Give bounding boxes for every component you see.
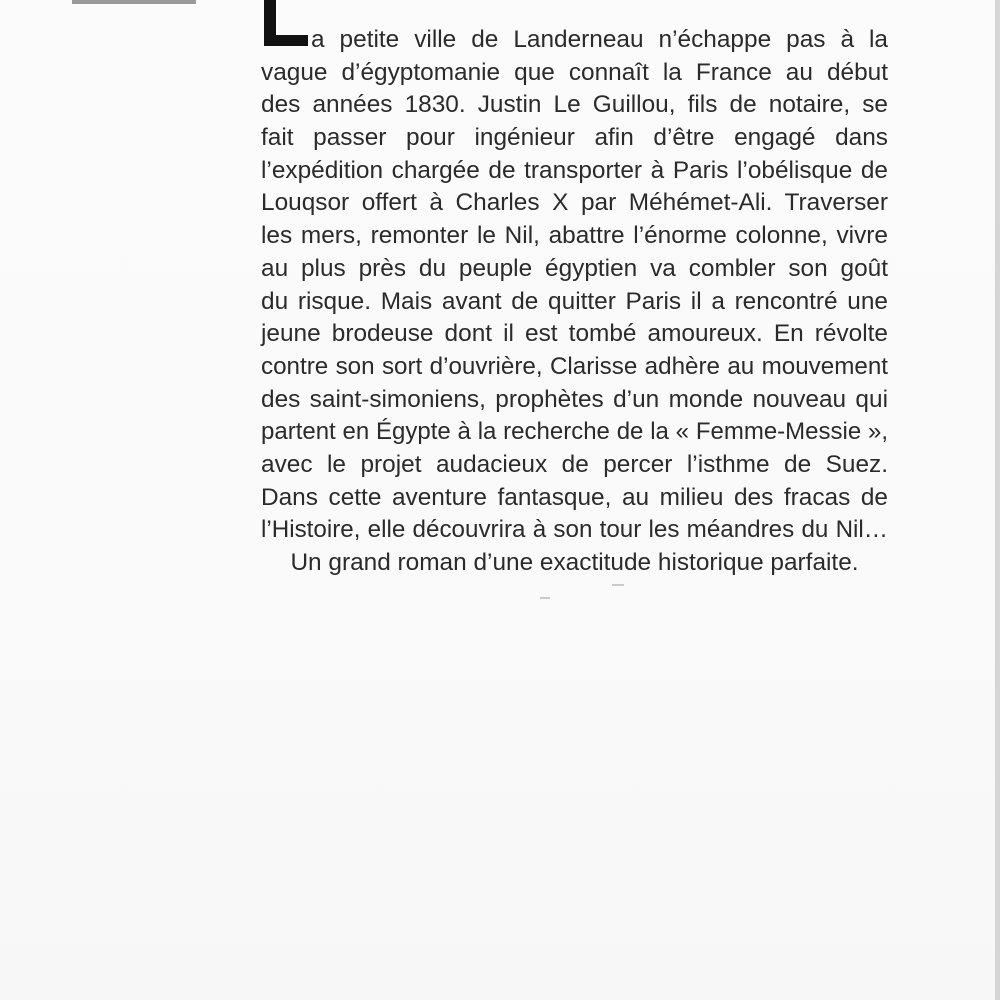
blurb-line: jeune brodeuse dont il est tombé amoureux. En révolte [261, 320, 888, 348]
cover-right-edge [995, 0, 1000, 1000]
blurb-line: Louqsor offert à Charles X par Méhémet-Ali. Traverser [261, 189, 888, 217]
blurb-line: avec le projet audacieux de percer l’isthme de Suez. [261, 450, 888, 478]
blurb-line: partent en Égypte à la recherche de la « Femme-Messie », [261, 418, 888, 446]
blurb-line: Dans cette aventure fantasque, au milieu des fracas de [261, 483, 888, 511]
blurb-line: vague d’égyptomanie que connaît la France au début [261, 58, 888, 86]
blurb-line: les mers, remonter le Nil, abattre l’énorme colonne, vivre [261, 222, 888, 250]
blurb-line: contre son sort d’ouvrière, Clarisse adhère au mouvement [261, 352, 888, 380]
blurb-paragraph [261, 24, 888, 580]
blurb-line: l’expédition chargée de transporter à Paris l’obélisque de [261, 156, 888, 184]
print-speck [540, 597, 550, 599]
print-speck [612, 584, 624, 586]
blurb-line: des saint-simoniens, prophètes d’un monde nouveau qui [261, 385, 888, 413]
blurb-line: fait passer pour ingénieur afin d’être engagé dans [261, 124, 888, 152]
blurb-line: au plus près du peuple égyptien va combler son goût [261, 254, 888, 282]
closing-tagline: Un grand roman d’une exactitude historique parfaite. [290, 549, 859, 576]
blurb-line: l’Histoire, elle découvrira à son tour les méandres du Nil… [261, 516, 888, 544]
blurb-line: du risque. Mais avant de quitter Paris il a rencontré une [261, 287, 888, 315]
top-left-print-mark [72, 0, 196, 4]
blurb-line: des années 1830. Justin Le Guillou, fils de notaire, se [261, 91, 888, 119]
blurb-line: a petite ville de Landerneau n’échappe pas à la [311, 26, 888, 53]
